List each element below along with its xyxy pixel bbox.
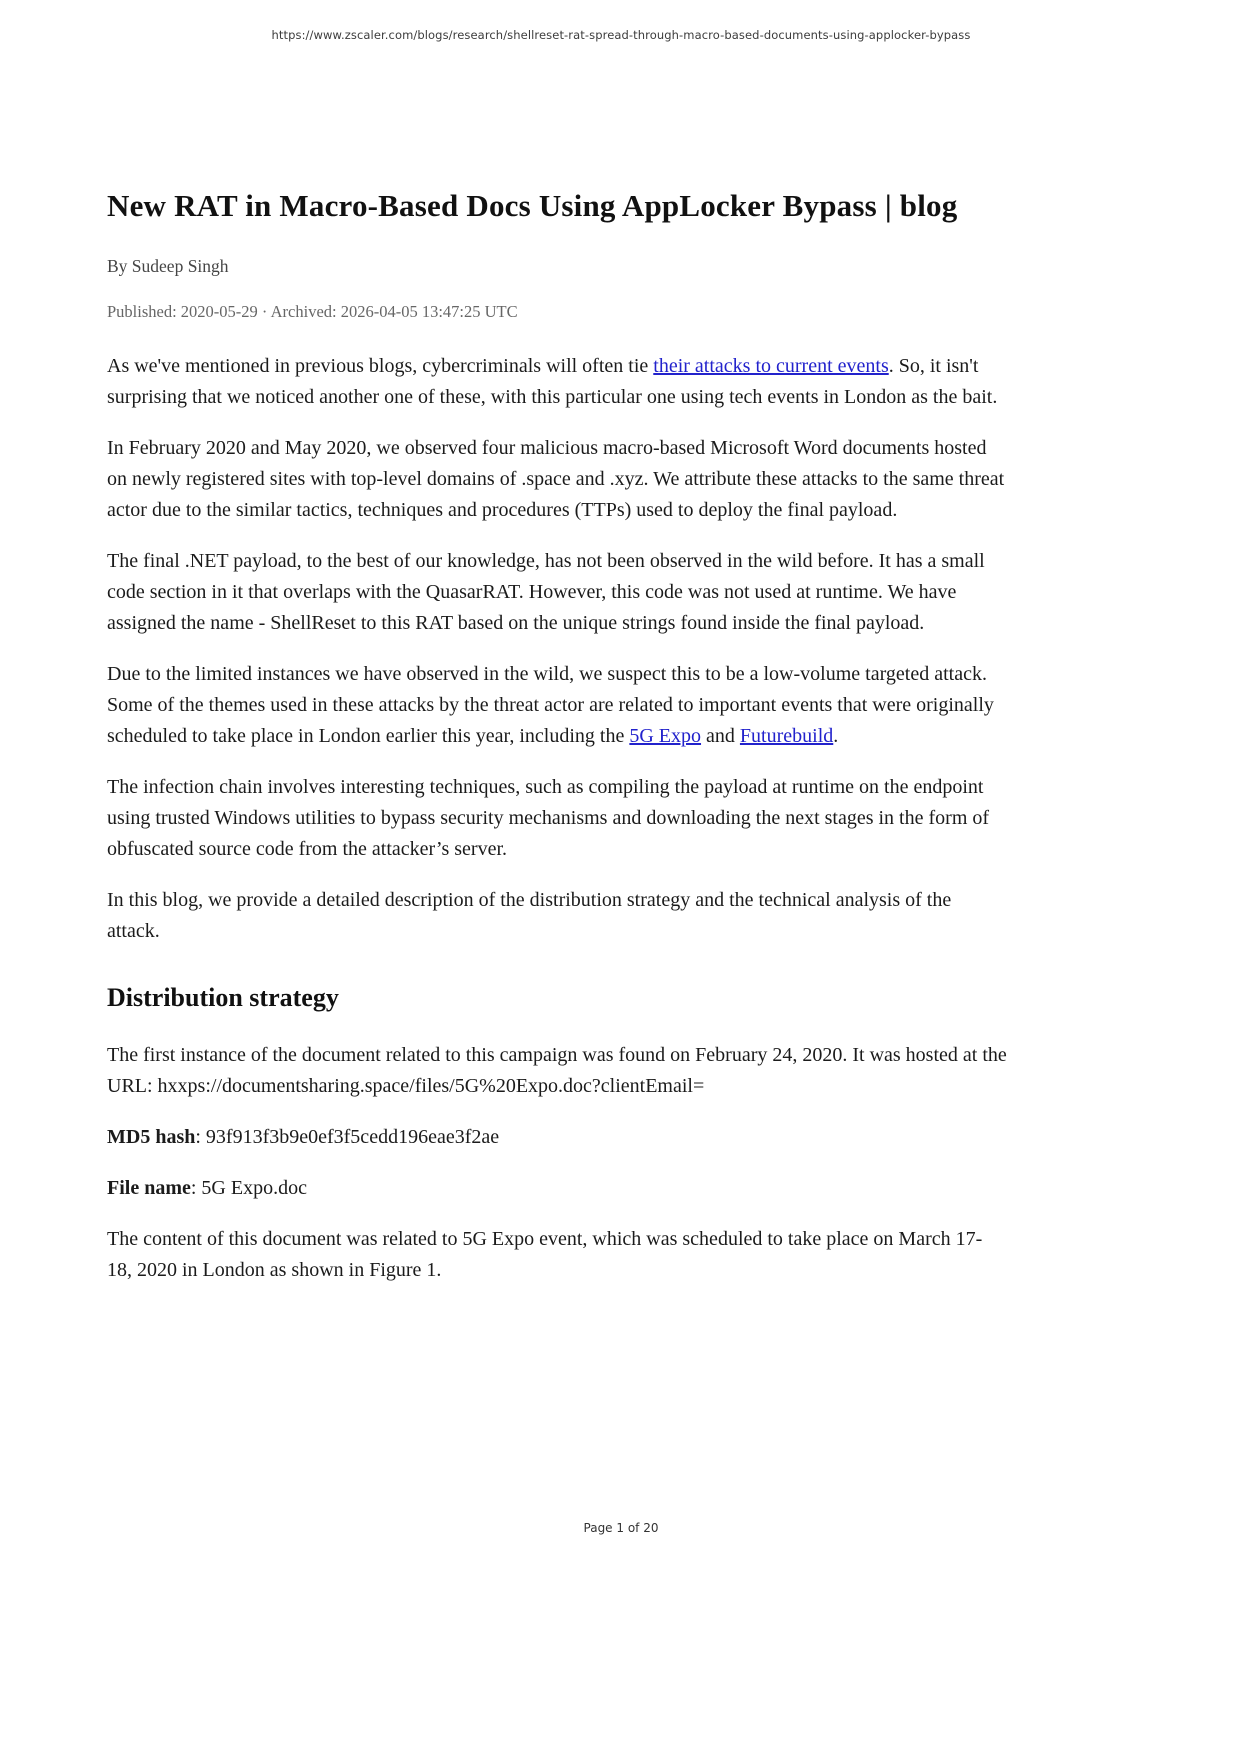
source-url: https://www.zscaler.com/blogs/research/shellreset-rat-spread-through-macro-based-documents-using-applocker-bypass — [271, 28, 971, 42]
link-futurebuild[interactable]: Futurebuild — [739, 725, 834, 747]
paragraph-net-payload: The final .NET payload, to the best of our knowledge, has not been observed in the wild before. It has a small code section in it that overlaps with the QuasarRAT. However, this code was not used at runtime. We have assigned the name - ShellReset to this RAT based on the unique strings found inside the final payload. — [107, 550, 985, 634]
paragraph-document-content: The content of this document was related to 5G Expo event, which was scheduled to take place on March 17-18, 2020 in London as shown in Figure 1. — [107, 1228, 983, 1281]
article-content — [107, 188, 1007, 1306]
paragraph-targeted-attack-text-3: . — [833, 725, 839, 747]
link-attacks-current-events[interactable]: their attacks to current events — [653, 355, 889, 377]
paragraph-intro — [107, 351, 1007, 413]
paragraph-intro-text-1: As we've mentioned in previous blogs, cybercriminals will often tie — [107, 355, 654, 377]
file-name-label: File name — [107, 1177, 191, 1199]
paragraph-first-instance-url: The first instance of the document related to this campaign was found on February 24, 2020. It was hosted at the URL: hxxps://documentsharing.space/files/5G%20Expo.doc?clientEmail= — [107, 1044, 1007, 1097]
section-heading-distribution-strategy: Distribution strategy — [107, 983, 339, 1012]
md5-hash-value: : 93f913f3b9e0ef3f5cedd196eae3f2ae — [195, 1126, 500, 1148]
md5-hash-label: MD5 hash — [107, 1126, 196, 1148]
publish-archive-meta: Published: 2020-05-29 · Archived: 2026-04-05 13:47:25 UTC — [107, 302, 518, 321]
paragraph-targeted-attack-text-1: Due to the limited instances we have observed in the wild, we suspect this to be a low-volume targeted attack. Some of the themes used in these attacks by the threat actor are related to important events that were originally scheduled to take place in London earlier this year, including the — [107, 663, 994, 747]
paragraph-blog-overview: In this blog, we provide a detailed description of the distribution strategy and the technical analysis of the attack. — [107, 889, 952, 942]
paragraph-targeted-attack — [107, 659, 1007, 752]
paragraph-observed-documents: In February 2020 and May 2020, we observed four malicious macro-based Microsoft Word documents hosted on newly registered sites with top-level domains of .space and .xyz. We attribute these attacks to the same threat actor due to the similar tactics, techniques and procedures (TTPs) used to deploy the final payload. — [107, 437, 1005, 521]
paragraph-infection-chain: The infection chain involves interesting techniques, such as compiling the payload at runtime on the endpoint using trusted Windows utilities to bypass security mechanisms and downloading the next stages in the form of obfuscated source code from the attacker’s server. — [107, 776, 990, 860]
paragraph-targeted-attack-text-2: and — [701, 725, 740, 747]
link-5g-expo[interactable]: 5G Expo — [629, 725, 702, 747]
file-name-line — [107, 1173, 1007, 1204]
byline: By Sudeep Singh — [107, 256, 229, 276]
page-title: New RAT in Macro-Based Docs Using AppLocker Bypass | blog — [107, 188, 958, 223]
file-name-value: : 5G Expo.doc — [190, 1177, 307, 1199]
page-number: Page 1 of 20 — [583, 1521, 659, 1535]
paragraph-intro-text-2: . So, it isn't surprising that we noticed another one of these, with this particular one using tech events in London as the bait. — [107, 355, 998, 408]
md5-hash-line — [107, 1122, 1007, 1153]
